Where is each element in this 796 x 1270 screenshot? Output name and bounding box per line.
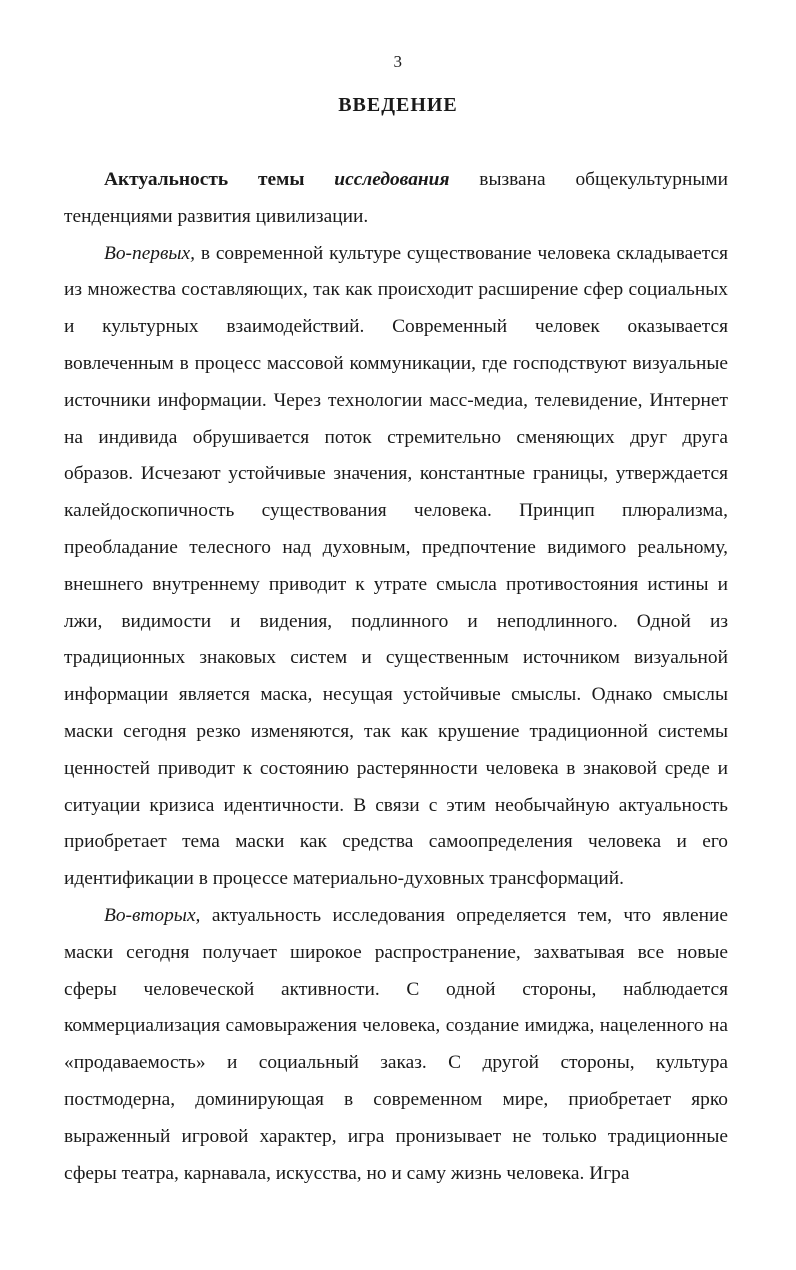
paragraph-firstly: [64, 236, 728, 898]
page-number: 3: [393, 52, 403, 71]
paragraph-relevance: [64, 162, 728, 236]
paragraph-text: вызвана общекультурными тенденциями развития цивилизации.: [64, 169, 728, 227]
paragraph-lead-bold: Актуальность темы: [104, 169, 335, 190]
paragraph-secondly: [64, 898, 728, 1192]
paragraph-text: актуальность исследования определяется тем, что явление маски сегодня получает широкое распространение, захватывая все новые сферы человеческой активности. С одной стороны, наблюдается коммерциализация самовыражения человека, создание имиджа, нацеленного на «продаваемость» и социальный заказ. С другой стороны, культура постмодерна, доминирующая в современном мире, приобретает ярко выраженный игровой характер, игра пронизывает не только традиционные сферы театра, карнавала, искусства, но и саму жизнь человека. Игра: [64, 904, 728, 1184]
body-text: [64, 162, 728, 1192]
paragraph-lead-italic: Во-первых,: [104, 242, 195, 264]
paragraph-lead-italic: Во-вторых,: [104, 904, 201, 926]
paragraph-text: в современной культуре существование человека складывается из множества составляющих, так как происходит расширение сфер социальных и культурных взаимодействий. Современный человек оказывается вовлеченным в процесс массовой коммуникации, где господствуют визуальные источники информации. Через технологии масс-медиа, телевидение, Интернет на индивида обрушивается поток стремительно сменяющих друг друга образов. Исчезают устойчивые значения, константные границы, утверждается калейдоскопичность существования человека. Принцип плюрализма, преобладание телесного над духовным, предпочтение видимого реальному, внешнего внутреннему приводит к утрате смысла противостояния истины и лжи, видимости и видения, подлинного и неподлинного. Одной из традиционных знаковых систем и существенным источником визуальной информации является маска, несущая устойчивые смыслы. Однако смыслы маски сегодня резко изменяются, так как крушение традиционной системы ценностей приводит к состоянию растерянности человека в знаковой среде и ситуации кризиса идентичности. В связи с этим необычайную актуальность приобретает тема маски как средства самоопределения человека и его идентификации в процессе материально-духовных трансформаций.: [64, 242, 728, 890]
paragraph-lead-bold-italic: исследования: [334, 169, 450, 190]
page-title: ВВЕДЕНИЕ: [338, 94, 458, 116]
